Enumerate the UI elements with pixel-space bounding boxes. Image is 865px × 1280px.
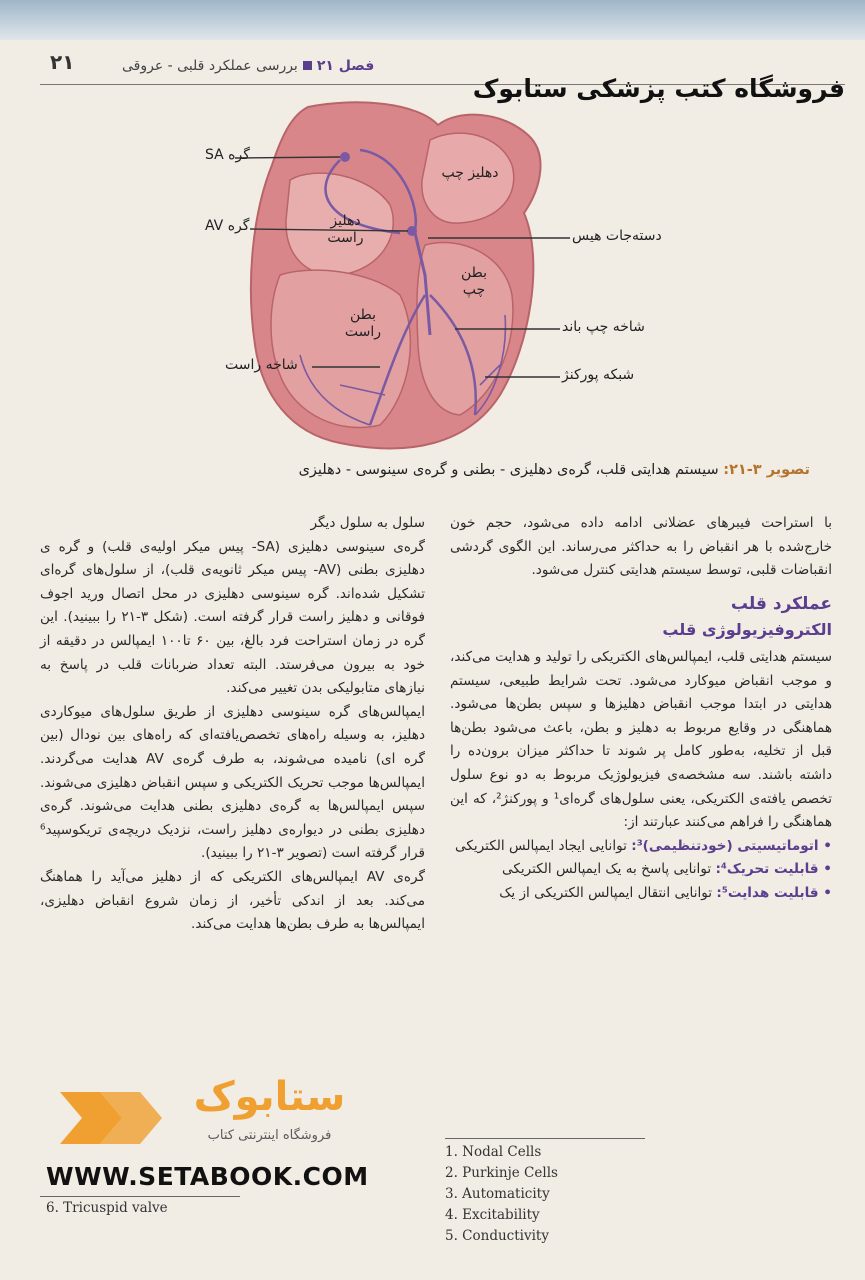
sa-leader-line xyxy=(235,157,340,158)
impulses-paragraph: ایمپالس‌های گره سینوسی دهلیزی از طریق سلول‌های میوکاردی دهلیز، به وسیله راه‌های تخصص‌یافته‌ای که راه‌های بین نودال (بین گره ای) نامیده می‌شوند، به طرف گره‌ی AV هدایت می‌گردند. ایمپالس‌ها موجب تحریک الکتریکی و سپس انقباض دهلیزی می‌شوند. سپس ایمپالس‌ها به گره‌ی دهلیزی بطنی هدایت می‌شوند. گره‌ی دهلیزی بطنی در دیواره‌ی دهلیز راست، نزدیک دریچه‌ی تریکوسپید⁶ قرار گرفته است (تصویر ۳-۲۱ را ببینید). xyxy=(40,703,425,862)
caption-number: تصویر ۳-۲۱: xyxy=(723,462,810,478)
page-number: ۲۱ xyxy=(50,50,75,74)
bullet-term: اتوماتیسیتی (خودتنظیمی)³: xyxy=(631,837,819,854)
nodes-paragraph: گره‌ی سینوسی دهلیزی (SA- پیس میکر اولیه‌ی قلب) و گره ی دهلیزی بطنی (AV- پیس میکر ثانویه‌ی قلب)، از سلول‌های گره‌ای تشکیل شده‌اند. گره سینوسی دهلیزی در محل اتصال ورید اجوف فوقانی و دهلیز راست قرار گرفته است. (شکل ۳-۲۱ را ببینید). این گره در زمان استراحت فرد بالغ، بین ۶۰ تا۱۰۰ ایمپالس در دقیقه از خود به بیرون می‌فرستد. البته تعداد ضربانات قلب در پاسخ به نیازهای متابولیکی بدن تغییر می‌کند. xyxy=(40,538,426,697)
av-node-paragraph: گره‌ی AV ایمپالس‌های الکتریکی که از دهلیز می‌آید را هماهنگ می‌کند. بعد از اندکی تأخیر، از زمان شروع انقباض دهلیزی، ایمپالس‌ها به طرف بطن‌ها هدایت می‌کند. xyxy=(40,868,425,933)
left-footnote: 6. Tricuspid valve xyxy=(46,1200,168,1216)
label-right-branch: شاخه راست xyxy=(225,357,298,373)
label-av-node: گره AV xyxy=(205,218,250,234)
footnote-item: 5. Conductivity xyxy=(445,1228,549,1244)
chapter-title: بررسی عملکرد قلبی - عروقی xyxy=(122,58,298,74)
av-node-dot xyxy=(407,226,417,236)
label-right-atrium: دهلیز راست xyxy=(327,213,364,246)
continued-line: سلول به سلول دیگر xyxy=(310,515,425,531)
bullet-dot-icon: • xyxy=(818,837,832,854)
bullet-dot-icon: • xyxy=(818,861,832,878)
bullet-conductivity xyxy=(450,882,832,906)
bullet-dot-icon: • xyxy=(818,884,832,901)
logo-subtext: فروشگاه اینترنتی کتاب xyxy=(207,1128,332,1143)
bullet-text: توانایی پاسخ به یک ایمپالس الکتریکی xyxy=(502,861,712,878)
logo-wordmark: ستابوک xyxy=(193,1074,346,1120)
sa-node-dot xyxy=(340,152,350,162)
bullet-text: توانایی ایجاد ایمپالس الکتریکی xyxy=(455,837,627,854)
left-footnote-rule xyxy=(40,1196,240,1197)
bullet-excitability xyxy=(450,858,832,882)
left-text-column xyxy=(40,512,425,937)
logo-chevrons-icon xyxy=(52,1072,172,1164)
label-his-bundle: دسته‌جات هیس xyxy=(572,228,662,244)
electrophysiology-paragraph: سیستم هدایتی قلب، ایمپالس‌های الکتریکی را تولید و هدایت می‌کند، و موجب انقباض میوکارد می‌شود. تحت شرایط طبیعی، سیستم هدایتی در ابتدا موجب انقباض دهلیزها و سپس بطن‌ها می‌شود. هماهنگی در وقایع مربوط به دهلیز و بطن، باعث می‌شود بطن‌ها قبل از تخلیه، به‌طور کامل پر شوند تا حداکثر میزان برون‌ده را داشته باشند. سه مشخصه‌ی فیزیولوژیک مربوط به دو نوع سلول تخصص یافته‌ی الکتریکی، یعنی سلول‌های گره‌ای¹ و پورکنژ²، که این هماهنگی را فراهم می‌کنند عبارتند از: xyxy=(450,648,832,831)
bullet-text: توانایی انتقال ایمپالس الکتریکی از یک xyxy=(499,884,713,901)
intro-paragraph: با استراحت فیبرهای عضلانی ادامه داده می‌شود، حجم خون خارج‌شده با هر انقباض را به حداکثر می‌رساند. این الگوی گردشی انقباضات قلبی، توسط سیستم هدایتی کنترل می‌شود. xyxy=(450,515,832,579)
setabook-url: WWW.SETABOOK.COM xyxy=(46,1162,369,1191)
heart-conduction-diagram xyxy=(40,95,820,465)
label-right-ventricle: بطن راست xyxy=(344,307,382,340)
caption-text: سیستم هدایتی قلب، گره‌ی دهلیزی - بطنی و گره‌ی سینوسی - دهلیزی xyxy=(298,462,719,478)
top-color-band xyxy=(0,0,865,40)
label-left-atrium: دهلیز چپ xyxy=(441,165,499,181)
right-footnote-rule xyxy=(445,1138,645,1139)
subsection-heading: الکتروفیزیولوژی قلب xyxy=(662,620,832,640)
section-heading: عملکرد قلب xyxy=(730,593,832,614)
label-left-ventricle: بطن چپ xyxy=(460,265,488,298)
label-purkinje-network: شبکه پورکنژ xyxy=(562,367,635,383)
label-sa-node: گره SA xyxy=(205,147,250,163)
heart-figure xyxy=(40,95,820,465)
right-text-column xyxy=(450,512,832,906)
bullet-term: قابلیت هدایت⁵: xyxy=(716,884,819,901)
chapter-label: فصل ۲۱ xyxy=(316,58,375,74)
right-footnotes xyxy=(445,1142,558,1247)
footnote-item: 1. Nodal Cells xyxy=(445,1144,542,1160)
footnote-item: 2. Purkinje Cells xyxy=(445,1165,558,1181)
footnote-item: 3. Automaticity xyxy=(445,1186,550,1202)
setabook-logo xyxy=(52,1072,372,1164)
store-watermark-title: فروشگاه کتب پزشکی ستابوک xyxy=(472,74,845,103)
bullet-term: قابلیت تحریک⁴: xyxy=(715,861,819,878)
square-bullet-icon xyxy=(303,61,312,70)
figure-caption xyxy=(40,462,810,478)
chapter-heading xyxy=(122,58,374,74)
bullet-automaticity xyxy=(450,835,832,859)
footnote-item: 4. Excitability xyxy=(445,1207,540,1223)
label-left-bundle-branch: شاخه چپ باند xyxy=(562,319,645,335)
